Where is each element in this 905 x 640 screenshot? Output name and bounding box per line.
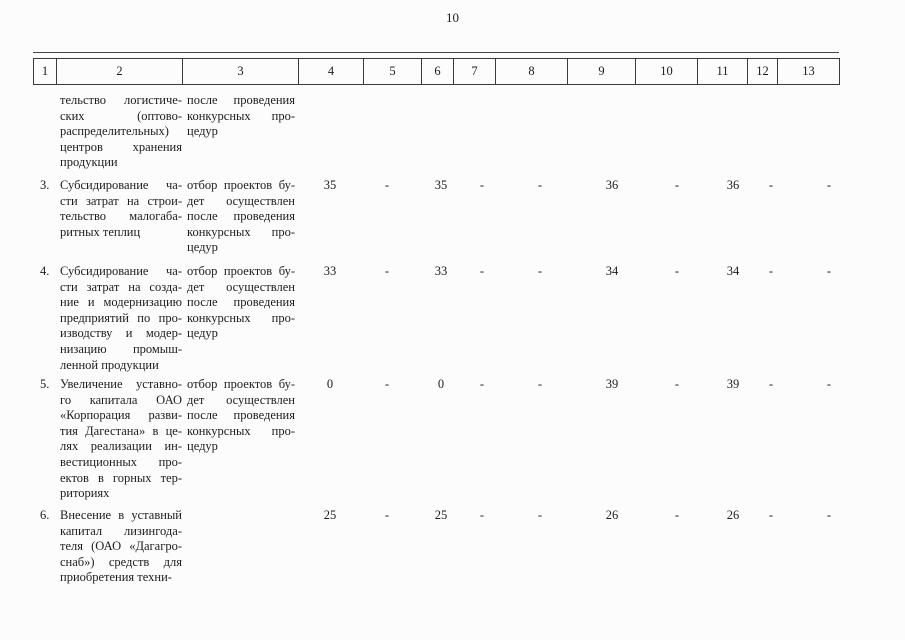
value-col5: - [384,178,390,192]
row-description: Субсидирование ча-сти затрат на строи-тельство малогаба-ритных теплиц [60,178,182,239]
value-col13: - [826,377,832,391]
row-number: 4. [40,264,50,278]
value-col12: - [768,178,774,192]
value-col8: - [537,377,543,391]
col-header-3: 3 [183,59,299,85]
col-header-10: 10 [636,59,698,85]
col-header-5: 5 [364,59,422,85]
col-header-11: 11 [698,59,748,85]
col-header-12: 12 [748,59,778,85]
value-col7: - [479,264,485,278]
row-number: 5. [40,377,50,391]
col-header-2: 2 [57,59,183,85]
value-col10: - [674,508,680,522]
value-col12: - [768,377,774,391]
col-header-13: 13 [778,59,840,85]
value-col4: 33 [323,264,337,278]
value-col10: - [674,178,680,192]
value-col8: - [537,264,543,278]
value-col11: 26 [726,508,740,522]
value-col4: 35 [323,178,337,192]
value-col7: - [479,508,485,522]
value-col13: - [826,178,832,192]
value-col5: - [384,264,390,278]
row-note: отбор проектов бу-дет осуществлен после проведения конкурсных про-цедур [187,377,295,454]
value-col6: 35 [434,178,448,192]
row-note: отбор проектов бу-дет осуществлен после проведения конкурсных про-цедур [187,178,295,255]
value-col8: - [537,508,543,522]
row-number: 6. [40,508,50,522]
row-note: отбор проектов бу-дет осуществлен после проведения конкурсных про-цедур [187,264,295,341]
value-col5: - [384,508,390,522]
value-col11: 34 [726,264,740,278]
col-header-4: 4 [299,59,364,85]
row-description: Субсидирование ча-сти затрат на созда-ние и модернизацию предприятий по про-изводству и модер-низацию промыш-ленной продукции [60,264,182,372]
value-col6: 0 [437,377,445,391]
value-col9: 34 [605,264,619,278]
value-col9: 26 [605,508,619,522]
value-col10: - [674,264,680,278]
col-header-7: 7 [454,59,496,85]
value-col13: - [826,264,832,278]
value-col9: 36 [605,178,619,192]
value-col6: 25 [434,508,448,522]
column-header-table [33,58,840,85]
value-col8: - [537,178,543,192]
value-col10: - [674,377,680,391]
value-col7: - [479,178,485,192]
col-header-8: 8 [496,59,568,85]
page-number: 10 [446,10,459,25]
row-number: 3. [40,178,50,192]
value-col4: 25 [323,508,337,522]
top-rule [33,52,839,53]
value-col12: - [768,264,774,278]
value-col13: - [826,508,832,522]
continuation-note: после проведения конкурсных про-цедур [187,93,295,139]
value-col7: - [479,377,485,391]
col-header-6: 6 [422,59,454,85]
value-col11: 39 [726,377,740,391]
value-col11: 36 [726,178,740,192]
value-col9: 39 [605,377,619,391]
value-col6: 33 [434,264,448,278]
value-col4: 0 [326,377,334,391]
col-header-9: 9 [568,59,636,85]
value-col5: - [384,377,390,391]
col-header-1: 1 [34,59,57,85]
value-col12: - [768,508,774,522]
header-row [34,59,840,85]
row-description: Внесение в уставный капитал лизингода-теля (ОАО «Дагагро-снаб») средств для приобретения техни- [60,508,182,585]
continuation-description: тельство логистиче-ских (оптово-распределительных) центров хранения продукции [60,93,182,170]
row-description: Увеличение уставно-го капитала ОАО «Корпорация разви-тия Дагестана» в це-лях реализации ин-вестиционных про-ектов в горных тер-риториях [60,377,182,501]
